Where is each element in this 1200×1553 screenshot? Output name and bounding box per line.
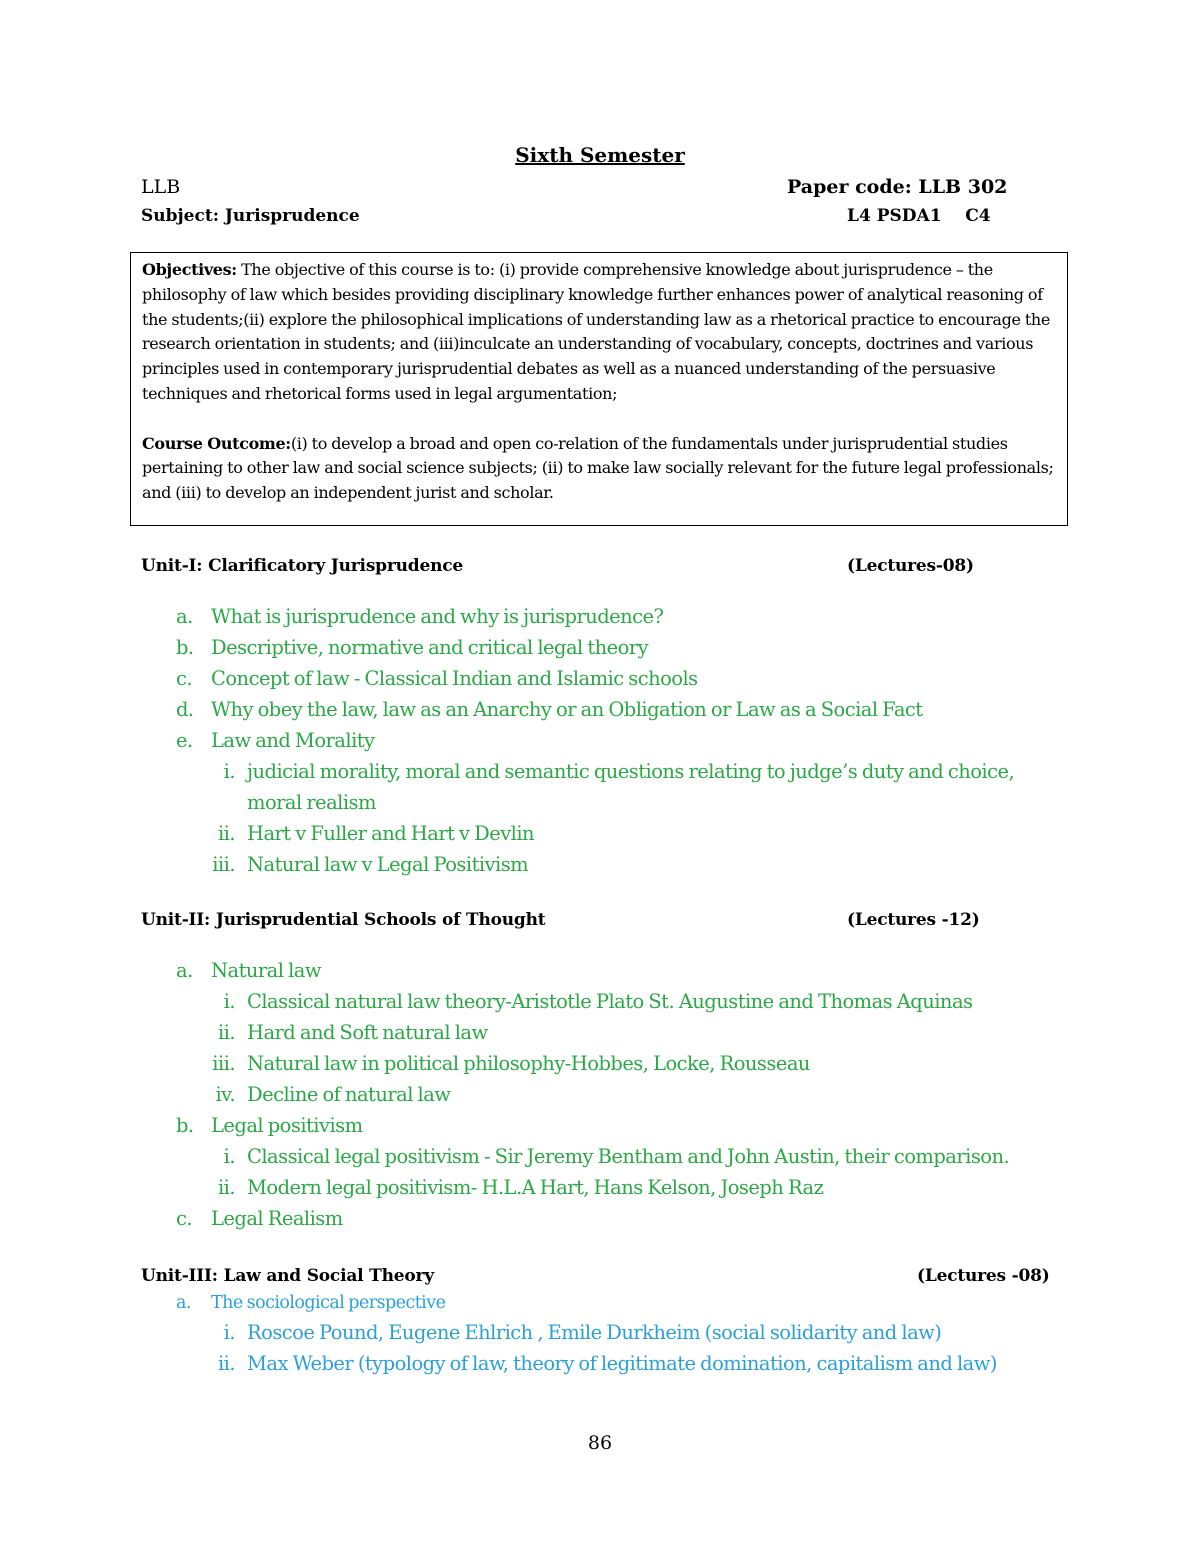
list-item: b. Legal positivism: [176, 1114, 363, 1137]
list-subitem: i. Classical legal positivism - Sir Jeremy Bentham and John Austin, their comparison.: [223, 1145, 1010, 1168]
program-name: LLB: [141, 176, 181, 198]
list-item: a. Natural law: [176, 959, 321, 982]
objectives-box: [130, 252, 1068, 526]
page-number: 86: [587, 1432, 613, 1454]
list-subitem: moral realism: [247, 791, 376, 814]
unit-1-list: [176, 601, 1014, 880]
outcome-text: (i) to develop a broad and open co-relation of the fundamentals under jurisprudential studies pertaining to other law and social science subjects; (ii) to make law socially relevant for the future legal professionals; and (iii) to develop an independent jurist and scholar.: [142, 433, 1054, 503]
unit-title: Unit-II: Jurisprudential Schools of Thought: [141, 910, 546, 930]
list-subitem: iv. Decline of natural law: [215, 1083, 451, 1106]
list-item: a. The sociological perspective: [176, 1293, 446, 1313]
unit-2-list: [176, 955, 1009, 1234]
list-subitem: ii. Modern legal positivism- H.L.A Hart, Hans Kelson, Joseph Raz: [217, 1176, 824, 1199]
outcome-paragraph: [142, 432, 1057, 506]
list-subitem: iii. Natural law in political philosophy-Hobbes, Locke, Rousseau: [212, 1052, 810, 1075]
list-item: c. Legal Realism: [176, 1207, 343, 1230]
list-item: e. Law and Morality: [176, 729, 375, 752]
list-item: b. Descriptive, normative and critical legal theory: [176, 636, 649, 659]
unit-3-list: [176, 1289, 997, 1379]
objectives-label: Objectives:: [142, 260, 237, 279]
unit-lectures: (Lectures -08): [917, 1266, 1050, 1286]
outcome-label: Course Outcome:: [142, 433, 291, 453]
unit-title: Unit-I: Clarificatory Jurisprudence: [141, 556, 464, 576]
list-subitem: ii. Hart v Fuller and Hart v Devlin: [217, 822, 535, 845]
list-subitem: i. judicial morality, moral and semantic questions relating to judge’s duty and choice,: [223, 760, 1015, 783]
list-subitem: ii. Max Weber (typology of law, theory of legitimate domination, capitalism and law): [217, 1352, 997, 1375]
semester-heading: Sixth Semester: [515, 143, 685, 167]
list-subitem: ii. Hard and Soft natural law: [217, 1021, 488, 1044]
course-code-extra: L4 PSDA1 C4: [847, 206, 991, 226]
list-subitem: i. Classical natural law theory-Aristotle Plato St. Augustine and Thomas Aquinas: [223, 990, 973, 1013]
objectives-paragraph: [142, 258, 1057, 407]
objectives-text: The objective of this course is to: (i) provide comprehensive knowledge about jurisprudence – the philosophy of law which besides providing disciplinary knowledge further enhances power of analytical reasoning of the students;(ii) explore the philosophical implications of understanding law as a rhetorical practice to encourage the research orientation in students; and (iii)inculcate an understanding of vocabulary, concepts, doctrines and various principles used in contemporary jurisprudential debates as well as a nuanced understanding of the persuasive techniques and rhetorical forms used in legal argumentation;: [142, 260, 1050, 403]
list-subitem: iii. Natural law v Legal Positivism: [212, 853, 529, 876]
unit-lectures: (Lectures -12): [847, 910, 980, 930]
subject-name: Subject: Jurisprudence: [141, 206, 360, 226]
list-item: c. Concept of law - Classical Indian and Islamic schools: [176, 667, 698, 690]
list-subitem: i. Roscoe Pound, Eugene Ehlrich , Emile Durkheim (social solidarity and law): [223, 1321, 942, 1344]
list-item: a. What is jurisprudence and why is jurisprudence?: [176, 605, 664, 628]
list-item: d. Why obey the law, law as an Anarchy or an Obligation or Law as a Social Fact: [176, 698, 923, 721]
unit-title: Unit-III: Law and Social Theory: [141, 1266, 434, 1286]
unit-lectures: (Lectures-08): [847, 556, 974, 576]
paper-code: Paper code: LLB 302: [787, 176, 1008, 198]
